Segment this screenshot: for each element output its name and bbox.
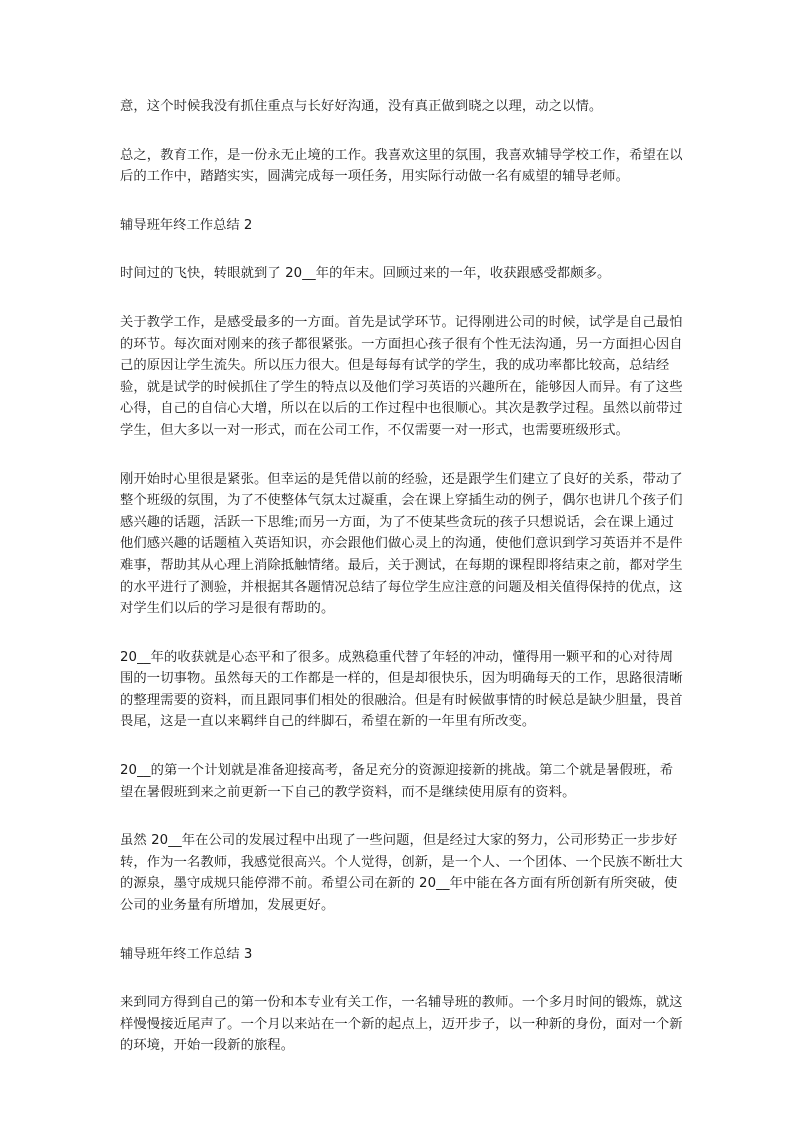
paragraph-7: 20__的第一个计划就是准备迎接高考，备足充分的资源迎接新的挑战。第二个就是暑假班，希望在暑假班到来之前更新一下自己的教学资料，而不是继续使用原有的资料。	[120, 763, 674, 800]
paragraph-5: 刚开始时心里很是紧张。但幸运的是凭借以前的经验，还是跟学生们建立了良好的关系，带动了整个班级的氛围，为了不使整体气氛太过凝重，会在课上穿插生动的例子，偶尔也讲几个孩子们感兴趣的话题，活跃一下思维;而另一方面，为了不使某些贪玩的孩子只想说话，会在课上通过他们感兴趣的话题植入英语知识，亦会跟他们做心灵上的沟通，使他们意识到学习英语并不是件难事，帮助其从心理上消除抵触情绪。最后，关于测试，在每期的课程即将结束之前，都对学生的水平进行了测验，并根据其各题情况总结了每位学生应注意的问题及相关值得保持的优点，这对学生们以后的学习是很有帮助的。	[120, 471, 683, 617]
section-heading-3: 辅导班年终工作总结 3	[120, 946, 253, 962]
paragraph-3: 时间过的飞快，转眼就到了 20__年的年末。回顾过来的一年，收获跟感受都颇多。	[120, 266, 611, 282]
paragraph-1: 意，这个时候我没有抓住重点与长好好沟通，没有真正做到晓之以理，动之以情。	[120, 99, 603, 114]
section-heading-2: 辅导班年终工作总结 2	[120, 217, 253, 233]
paragraph-8: 虽然 20__年在公司的发展过程中出现了一些问题，但是经过大家的努力，公司形势正一步步好转，作为一名教师，我感觉很高兴。个人觉得，创新，是一个人、一个团体、一个民族不断壮大的源泉，墨守成规只能停滞不前。希望公司在新的 20__年中能在各方面有所创新有所突破，使公司的业务量有所增加，发展更好。	[120, 833, 683, 914]
paragraph-6: 20__年的收获就是心态平和了很多。成熟稳重代替了年轻的冲动，懂得用一颗平和的心对待周围的一切事物。虽然每天的工作都是一样的，但是却很快乐，因为明确每天的工作，思路很清晰的整理需要的资料，而且跟同事们相处的很融洽。但是有时候做事情的时候总是缺少胆量，畏首畏尾，这是一直以来羁绊自己的绊脚石，希望在新的一年里有所改变。	[120, 649, 683, 730]
paragraph-2: 总之，教育工作，是一份永无止境的工作。我喜欢这里的氛围，我喜欢辅导学校工作，希望在以后的工作中，踏踏实实，圆满完成每一项任务，用实际行动做一名有威望的辅导老师。	[120, 147, 683, 185]
paragraph-4: 关于教学工作，是感受最多的一方面。首先是试学环节。记得刚进公司的时候，试学是自己最怕的环节。每次面对刚来的孩子都很紧张。一方面担心孩子很有个性无法沟通，另一方面担心因自己的原因让学生流失。所以压力很大。但是每每有试学的学生，我的成功率都比较高，总结经验，就是试学的时候抓住了学生的特点以及他们学习英语的兴趣所在，能够因人而异。有了这些心得，自己的自信心大增，所以在以后的工作过程中也很顺心。其次是教学过程。虽然以前带过学生，但大多以一对一形式，而在公司工作，不仅需要一对一形式，也需要班级形式。	[120, 314, 683, 438]
paragraph-9: 来到同方得到自己的第一份和本专业有关工作，一名辅导班的教师。一个多月时间的锻炼，就这样慢慢接近尾声了。一个月以来站在一个新的起点上，迈开步子，以一种新的身份，面对一个新的环境，开始一段新的旅程。	[120, 995, 683, 1054]
